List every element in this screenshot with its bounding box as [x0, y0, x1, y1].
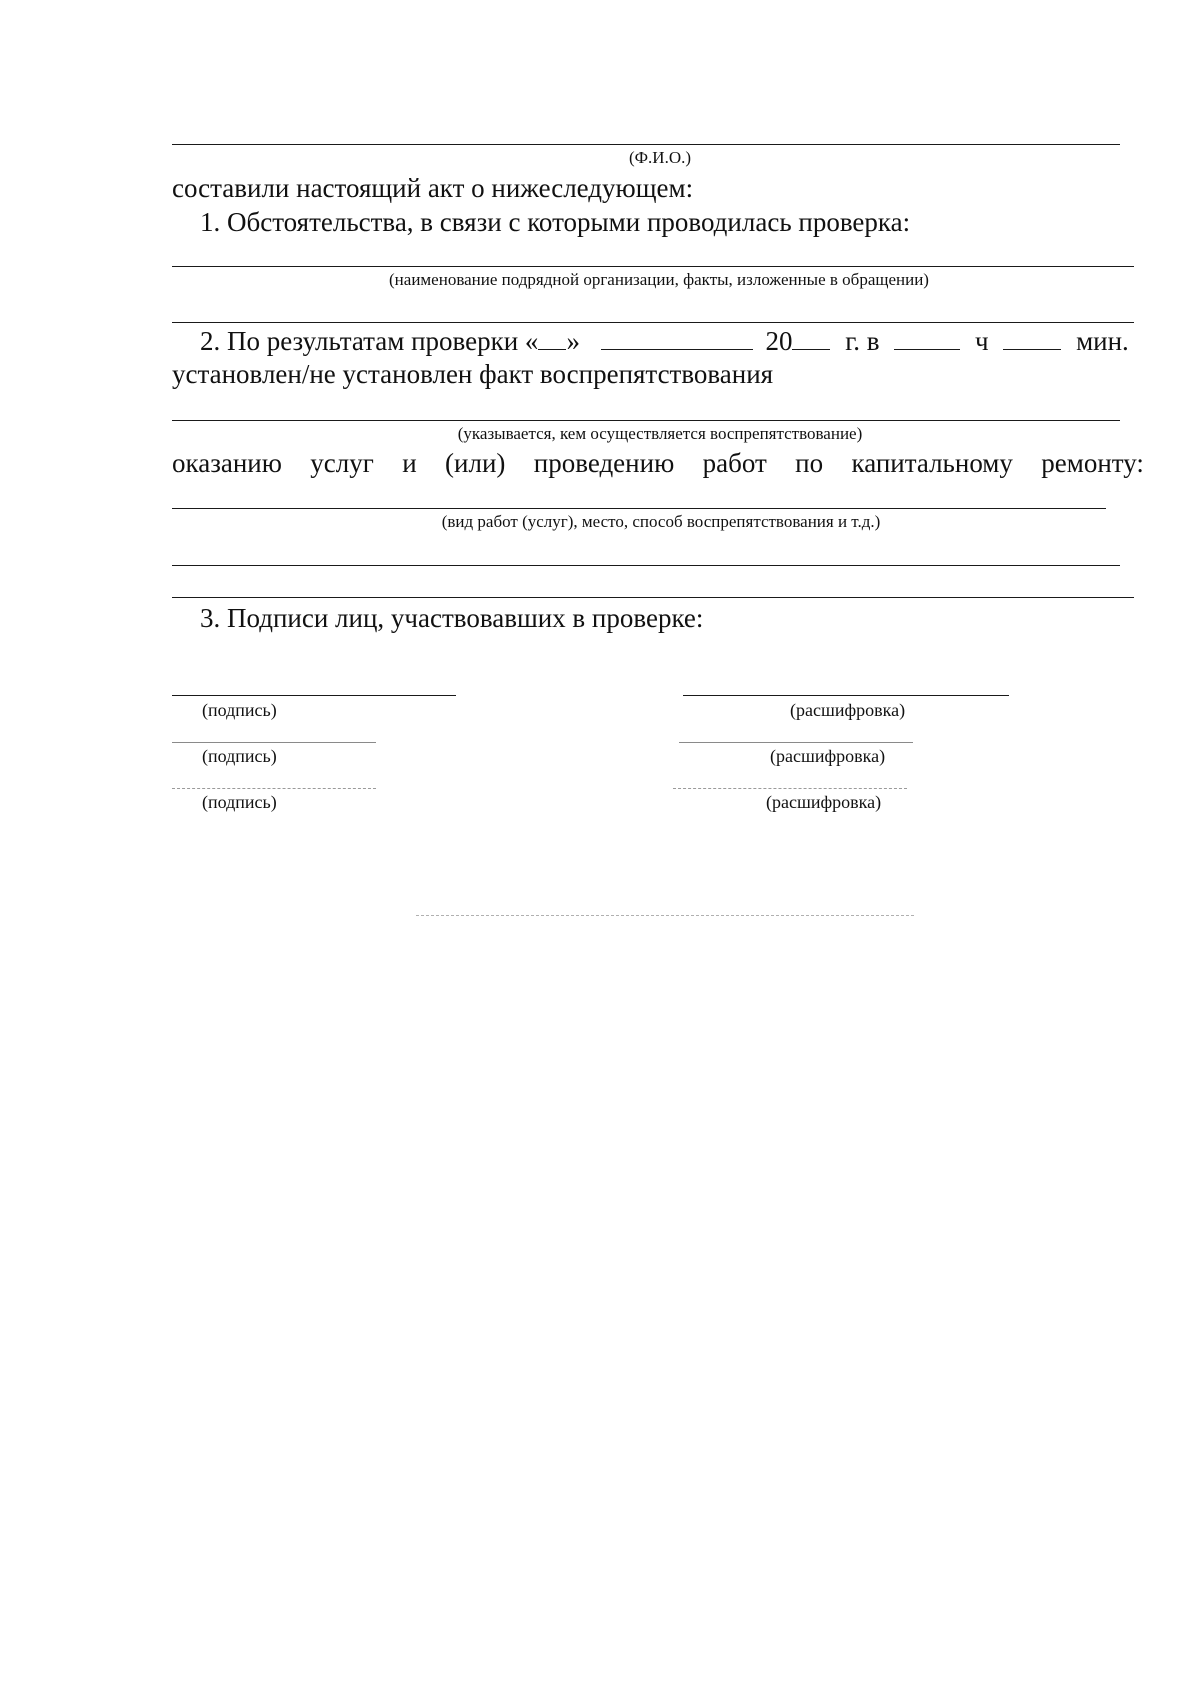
- hour-blank: [894, 327, 960, 350]
- org-line-2: [172, 322, 1134, 323]
- sign-label-3: (подпись): [202, 792, 277, 812]
- signature-line-2: [172, 742, 376, 743]
- decode-label-1: (расшифровка): [790, 700, 906, 720]
- services-word: (или): [445, 448, 506, 478]
- day-blank: [538, 327, 566, 350]
- item2-quote-close: »: [566, 326, 580, 356]
- signature-line-3: [172, 788, 376, 789]
- services-word: оказанию: [172, 448, 282, 478]
- services-word: услуг: [310, 448, 374, 478]
- kind-line: [172, 508, 1106, 509]
- org-line: [172, 266, 1134, 267]
- decode-line-2: [679, 742, 913, 743]
- signature-line-1: [172, 695, 456, 696]
- services-word: капитальному: [851, 448, 1013, 478]
- year-blank: [792, 327, 830, 350]
- caption-org: (наименование подрядной организации, факты, изложенные в обращении): [389, 270, 929, 289]
- services-row: [172, 447, 1144, 479]
- bottom-rule: [416, 915, 914, 916]
- item3-text: 3. Подписи лиц, участвовавших в проверке:: [200, 603, 704, 633]
- services-word: ремонту:: [1041, 448, 1144, 478]
- services-word: и: [402, 448, 417, 478]
- month-blank: [601, 327, 753, 350]
- sign-label-1: (подпись): [202, 700, 277, 720]
- decode-label-3: (расшифровка): [766, 792, 882, 812]
- services-word: работ: [702, 448, 767, 478]
- kind-line-2: [172, 565, 1120, 566]
- min-blank: [1003, 327, 1061, 350]
- established-text: установлен/не установлен факт воспрепятствования: [172, 359, 774, 389]
- item2-prefix: 2. По результатам проверки «: [200, 326, 539, 356]
- item2-hour-unit: ч: [974, 326, 989, 356]
- who-line: [172, 420, 1120, 421]
- caption-kind: (вид работ (услуг), место, способ воспрепятствования и т.д.): [441, 512, 881, 531]
- services-word: по: [795, 448, 824, 478]
- intro-text: составили настоящий акт о нижеследующем:: [172, 173, 694, 203]
- item2-row: [200, 325, 1129, 357]
- kind-line-3: [172, 597, 1134, 598]
- services-word: проведению: [533, 448, 675, 478]
- item2-min-unit: мин.: [1076, 326, 1129, 356]
- item2-year-suffix: г. в: [845, 326, 880, 356]
- decode-line-3: [673, 788, 907, 789]
- item2-year-prefix: 20: [765, 326, 793, 356]
- caption-who: (указывается, кем осуществляется воспрепятствование): [457, 424, 863, 443]
- decode-line-1: [683, 695, 1009, 696]
- sign-label-2: (подпись): [202, 746, 277, 766]
- caption-fio: (Ф.И.О.): [628, 148, 692, 167]
- fio-line: [172, 144, 1120, 145]
- item1-text: 1. Обстоятельства, в связи с которыми проводилась проверка:: [200, 207, 911, 237]
- decode-label-2: (расшифровка): [770, 746, 886, 766]
